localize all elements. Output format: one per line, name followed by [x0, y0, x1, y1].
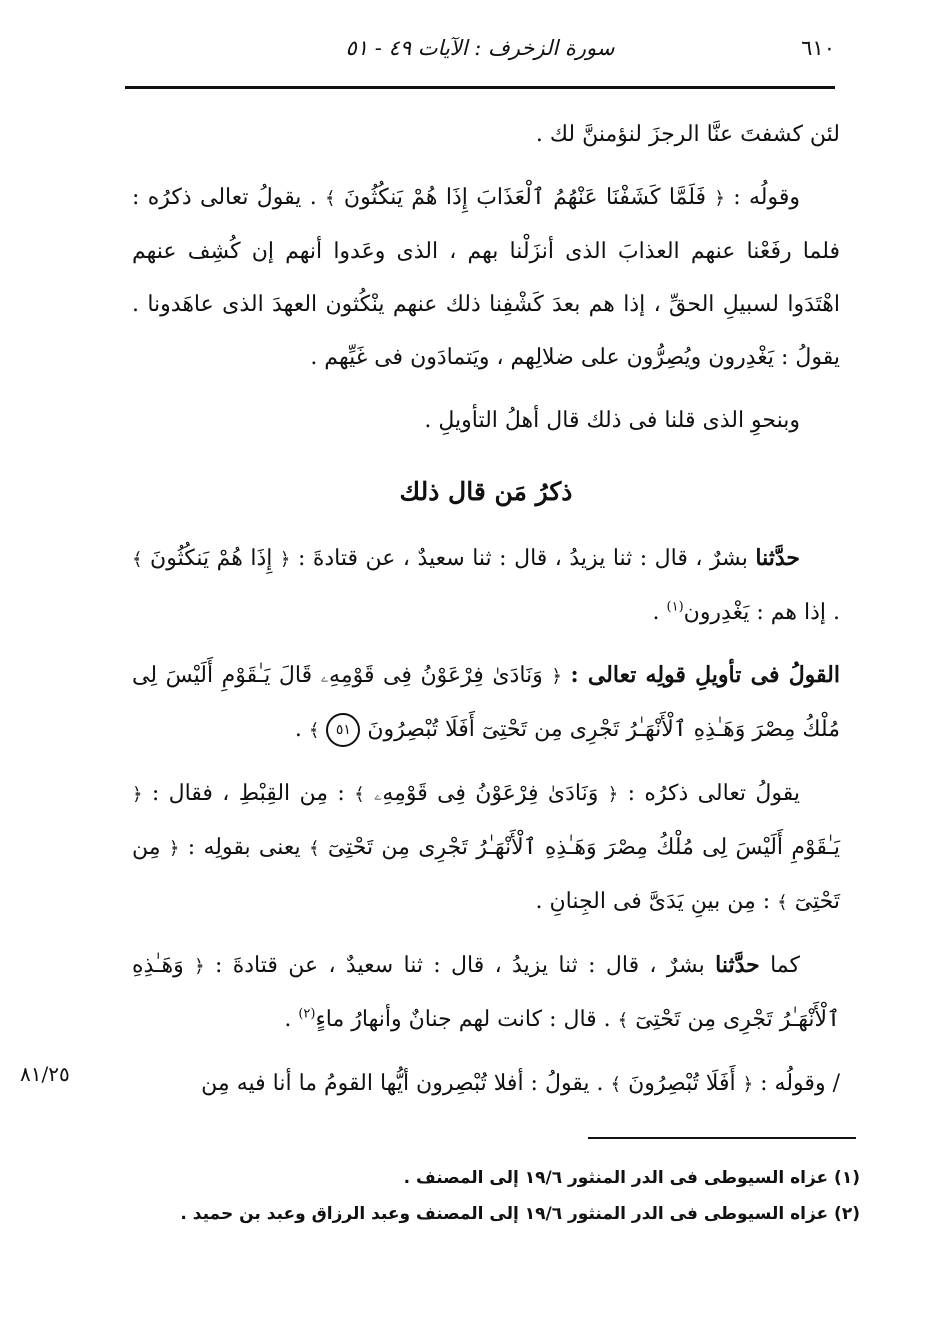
- text: . يقولُ تعالى ذكرُه : فلما رفَعْنا عنهم العذابَ الذى أنزَلْنا بهم ، الذى وعَدوا أنهم إن كُشِف عنهم اهْتَدَوا لسبيلِ الحقِّ ، إذا هم بعدَ كَشْفِنا ذلك عنهم ينْكُثون العهدَ الذى عاهَدونا . يقولُ : يَغْدِرون ويُصِرُّون على ضلالِهم ، ويَتمادَون فى غَيِّهم .: [132, 185, 840, 370]
- quran-bracket-open: ﴿: [742, 1074, 754, 1095]
- paragraph-1: [132, 108, 840, 161]
- quran-bracket-open: ﴿: [279, 549, 291, 570]
- quran-bracket-open: ﴿: [551, 666, 562, 687]
- quran-bracket-close: ﴾: [354, 784, 365, 805]
- text: وبنحوِ الذى قلنا فى ذلك قال أهلُ التأويلِ .: [424, 408, 800, 433]
- text: بشرٌ ، قال : ثنا يزيدُ ، قال : ثنا سعيدٌ ، عن قتادةَ :: [214, 953, 705, 978]
- text-bold: القولُ فى تأويلِ قولِه تعالى :: [570, 662, 840, 688]
- ayah-number-mark: ٥١: [326, 713, 360, 747]
- quran-bracket-open: ﴿: [714, 188, 725, 209]
- text: وقولُه :: [760, 1071, 826, 1096]
- paragraph-6: [132, 767, 840, 929]
- page-break-marker: /: [832, 1071, 840, 1096]
- paragraph-2: [132, 171, 840, 384]
- text: : مِن القِبْطِ ، فقال :: [151, 781, 345, 806]
- header-rule: [125, 86, 835, 89]
- section-heading: ذكرُ مَن قال ذلك: [399, 477, 573, 506]
- footnotes: [132, 1160, 860, 1232]
- quran-bracket-open: ﴿: [168, 838, 180, 859]
- quran-bracket-close: ﴾: [308, 838, 320, 859]
- text: يقولُ تعالى ذكرُه :: [627, 781, 800, 806]
- text: كما: [770, 953, 800, 978]
- text: بشرٌ ، قال : ثنا يزيدُ ، قال : ثنا سعيدٌ ، عن قتادةَ :: [297, 546, 748, 571]
- paragraph-3: [132, 394, 840, 447]
- text-bold: حدَّثنا: [755, 545, 800, 571]
- main-text: [132, 108, 840, 1121]
- text: . يقولُ : أفلا تُبْصِرون أيُّها القومُ ما أنا فيه مِن: [201, 1071, 604, 1096]
- quran-bracket-close: ﴾: [308, 720, 320, 741]
- quran-verse: أَفَلَا تُبْصِرُونَ: [628, 1071, 736, 1096]
- text: .: [652, 600, 660, 625]
- text-bold: حدَّثنا: [715, 952, 760, 978]
- paragraph-4: [132, 532, 840, 639]
- surah-title: سورة الزخرف : الآيات ٤٩ - ٥١: [345, 36, 615, 60]
- quran-verse: وَهَـٰذِهِ ٱلْأَنْهَـٰرُ تَجْرِى مِن تَحْتِىٓ: [132, 953, 840, 1032]
- quran-verse: وَنَادَىٰ فِرْعَوْنُ فِى قَوْمِهِۦ: [373, 781, 599, 806]
- quran-bracket-open: ﴿: [132, 784, 143, 805]
- quran-verse: وَنَادَىٰ فِرْعَوْنُ فِى قَوْمِهِۦ قَالَ يَـٰقَوْمِ أَلَيْسَ لِى مُلْكُ مِصْرَ وَهَـٰذِهِ ٱلْأَنْهَـٰرُ تَجْرِى مِن تَحْتِىٓ أَفَلَا تُبْصِرُونَ: [132, 663, 840, 742]
- footnote-ref-2[interactable]: (٢): [298, 1006, 316, 1022]
- quran-bracket-open: ﴿: [194, 956, 205, 977]
- quran-verse: إِذَا هُمْ يَنكُثُونَ: [150, 546, 273, 571]
- text: . قال : كانت لهم جنانٌ وأنهارُ ماءٍ: [315, 1007, 611, 1032]
- text: .: [284, 1007, 292, 1032]
- text: يعنى بقولِه :: [187, 835, 301, 860]
- text: وقولُه :: [733, 185, 801, 210]
- footnote-rule: [588, 1137, 856, 1139]
- quran-bracket-open: ﴿: [607, 784, 619, 805]
- footnote-1: (١) عزاه السيوطى فى الدر المنثور ١٩/٦ إلى المصنف .: [403, 1168, 860, 1188]
- quran-verse: فَلَمَّا كَشَفْنَا عَنْهُمُ ٱلْعَذَابَ إِذَا هُمْ يَنكُثُونَ: [343, 185, 707, 210]
- text: لئن كشفتَ عنَّا الرجزَ لنؤمننَّ لك .: [535, 122, 840, 147]
- footnote-ref-1[interactable]: (١): [666, 599, 684, 615]
- page-number: ٦١٠: [801, 36, 835, 60]
- quran-verse: يَـٰقَوْمِ أَلَيْسَ لِى مُلْكُ مِصْرَ وَهَـٰذِهِ ٱلْأَنْهَـٰرُ تَجْرِى مِن تَحْتِىٓ: [327, 835, 841, 860]
- paragraph-8: [132, 1057, 840, 1111]
- paragraph-7: [132, 939, 840, 1047]
- paragraph-5: [132, 649, 840, 757]
- text: .: [294, 717, 302, 742]
- quran-bracket-close: ﴾: [610, 1074, 622, 1095]
- running-head: [125, 36, 835, 76]
- quran-bracket-close: ﴾: [777, 892, 788, 913]
- quran-bracket-close: ﴾: [325, 188, 336, 209]
- quran-verse: مِن تَحْتِىٓ: [132, 835, 840, 914]
- quran-bracket-close: ﴾: [617, 1010, 629, 1031]
- footnote-2: (٢) عزاه السيوطى فى الدر المنثور ١٩/٦ إلى المصنف وعبد الرزاق وعبد بن حميد .: [180, 1204, 860, 1224]
- quran-bracket-close: ﴾: [132, 549, 143, 570]
- margin-reference: ٨١/٢٥: [20, 1062, 70, 1086]
- text: . إذا هم : يَغْدِرون: [683, 600, 840, 625]
- text: : مِن بينِ يَدَىَّ فى الجِنانِ .: [535, 889, 771, 914]
